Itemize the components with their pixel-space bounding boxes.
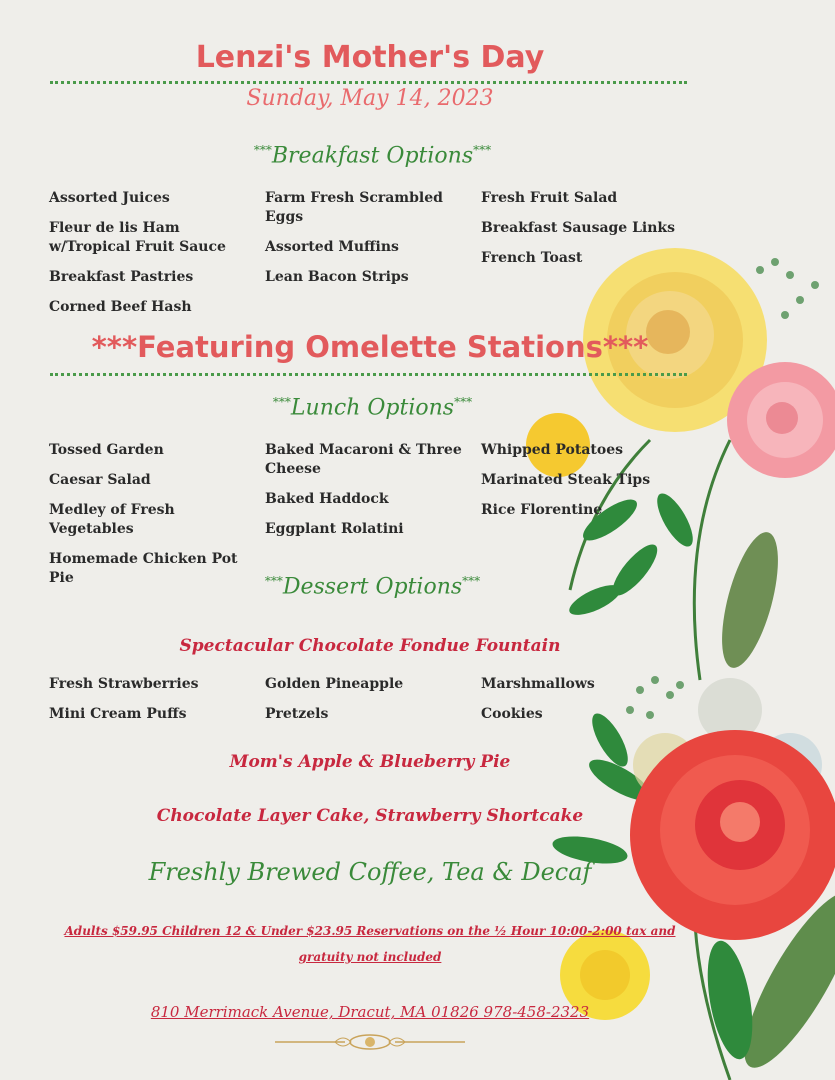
- pie-item: Mom's Apple & Blueberry Pie: [229, 752, 511, 772]
- fondue-fountain: Spectacular Chocolate Fondue Fountain: [179, 636, 561, 656]
- breakfast-col-1: [49, 189, 264, 328]
- title-divider: [50, 81, 687, 84]
- list-item: Fresh Fruit Salad: [481, 190, 618, 206]
- list-item: Fleur de lis Ham w/Tropical Fruit Sauce: [49, 220, 226, 255]
- address-line: 810 Merrimack Avenue, Dracut, MA 01826 978-458-2323: [150, 1003, 590, 1021]
- list-item: Homemade Chicken Pot Pie: [49, 551, 238, 586]
- pricing-line-2: gratuity not included: [298, 950, 442, 964]
- pricing-info: [0, 918, 740, 970]
- dessert-col-1: [49, 675, 264, 735]
- dessert-heading: ***Dessert Options***: [264, 574, 481, 600]
- breakfast-col-2: [265, 189, 480, 298]
- list-item: Golden Pineapple: [265, 676, 404, 692]
- drinks-line: Freshly Brewed Coffee, Tea & Decaf: [148, 858, 592, 886]
- breakfast-col-3: [481, 189, 681, 279]
- breakfast-heading: ***Breakfast Options***: [253, 143, 492, 169]
- list-item: Medley of Fresh Vegetables: [49, 502, 175, 537]
- lunch-heading: ***Lunch Options***: [272, 395, 473, 421]
- list-item: Tossed Garden: [49, 442, 164, 458]
- list-item: Fresh Strawberries: [49, 676, 199, 692]
- list-item: Assorted Muffins: [265, 239, 399, 255]
- pricing-line-1: Adults $59.95 Children 12 & Under $23.95 Reservations on the ½ Hour 10:00-2:00 tax and: [64, 924, 676, 938]
- list-item: Whipped Potatoes: [481, 442, 623, 458]
- dessert-col-2: [265, 675, 480, 735]
- list-item: Farm Fresh Scrambled Eggs: [265, 190, 443, 225]
- dessert-col-3: [481, 675, 681, 735]
- list-item: Caesar Salad: [49, 472, 151, 488]
- menu-title: Lenzi's Mother's Day: [195, 40, 545, 75]
- event-date: Sunday, May 14, 2023: [246, 86, 494, 111]
- feature-heading: ***Featuring Omelette Stations***: [91, 330, 649, 364]
- list-item: Marshmallows: [481, 676, 595, 692]
- list-item: Marinated Steak Tips: [481, 472, 651, 488]
- lunch-col-2: [265, 441, 480, 550]
- lunch-col-3: [481, 441, 681, 531]
- list-item: Baked Macaroni & Three Cheese: [265, 442, 462, 477]
- list-item: French Toast: [481, 250, 583, 266]
- list-item: Breakfast Pastries: [49, 269, 194, 285]
- list-item: Eggplant Rolatini: [265, 521, 404, 537]
- list-item: Breakfast Sausage Links: [481, 220, 676, 236]
- list-item: Pretzels: [265, 706, 329, 722]
- list-item: Rice Florentine: [481, 502, 603, 518]
- list-item: Mini Cream Puffs: [49, 706, 187, 722]
- feature-divider: [50, 373, 687, 376]
- list-item: Baked Haddock: [265, 491, 389, 507]
- ornament-divider-icon: [275, 1031, 465, 1053]
- list-item: Lean Bacon Strips: [265, 269, 409, 285]
- list-item: Corned Beef Hash: [49, 299, 192, 315]
- list-item: Assorted Juices: [49, 190, 170, 206]
- cake-item: Chocolate Layer Cake, Strawberry Shortcake: [156, 806, 584, 826]
- list-item: Cookies: [481, 706, 543, 722]
